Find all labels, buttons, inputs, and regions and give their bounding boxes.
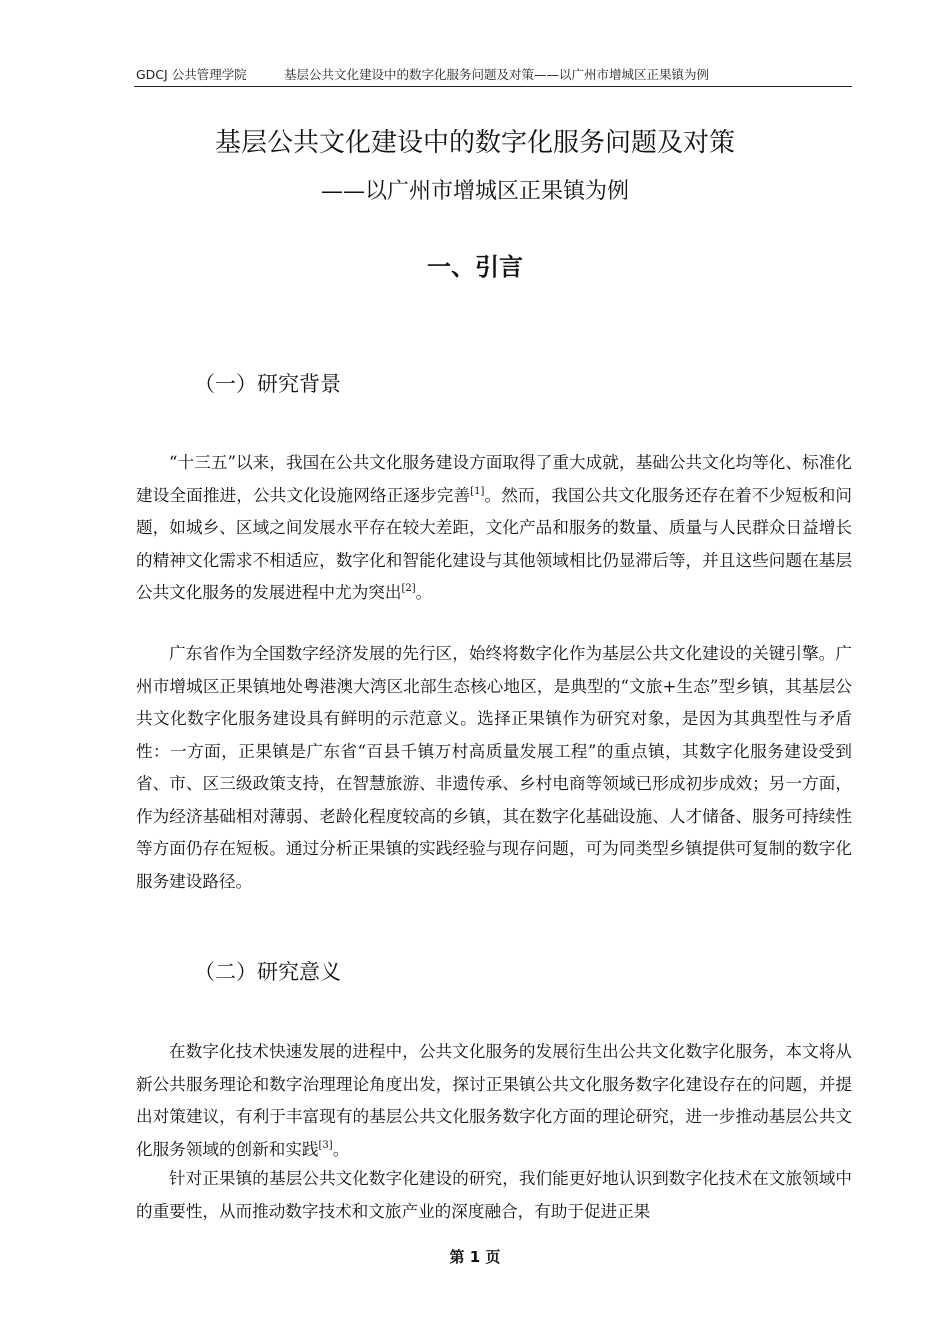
document-title: 基层公共文化建设中的数字化服务问题及对策: [214, 128, 735, 158]
header-running-title: 基层公共文化建设中的数字化服务问题及对策——以广州市增城区正果镇为例: [284, 67, 710, 82]
header-institution: GDCJ 公共管理学院: [136, 67, 247, 82]
chapter-heading: 一、引言: [427, 253, 523, 281]
section-heading-significance: （二）研究意义: [194, 960, 341, 984]
paragraph-text: 在数字化技术快速发展的进程中，公共文化服务的发展衍生出公共文化数字化服务，本文将从新公共服务理论和数字治理理论角度出发，探讨正果镇公共文化服务数字化建设存在的问题，并提出对策建议，有利于丰富现有的基层公共文化服务数字化方面的理论研究，进一步推动基层公共文化服务领域的创新和实践: [136, 1042, 852, 1159]
paragraph-background-2: 广东省作为全国数字经济发展的先行区，始终将数字化作为基层公共文化建设的关键引擎。广州市增城区正果镇地处粤港澳大湾区北部生态核心地区，是典型的“文旅+生态”型乡镇，其基层公共文化数字化服务建设具有鲜明的示范意义。选择正果镇作为研究对象，是因为其典型性与矛盾性：一方面，正果镇是广东省“百县千镇万村高质量发展工程”的重点镇，其数字化服务建设受到省、市、区三级政策支持，在智慧旅游、非遗传承、乡村电商等领域已形成初步成效；另一方面，作为经济基础相对薄弱、老龄化程度较高的乡镇，其在数字化基础设施、人才储备、服务可持续性等方面仍存在短板。通过分析正果镇的实践经验与现存问题，可为同类型乡镇提供可复制的数字化服务建设路径。: [136, 644, 852, 891]
paragraph-text: 。然而，我国公共文化服务还存在着不少短板和问题，如城乡、区域之间发展水平存在较大差距，文化产品和服务的数量、质量与人民群众日益增长的精神文化需求不相适应，数字化和智能化建设与其他领域相比仍显滞后等，并且这些问题在基层公共文化服务的发展进程中尤为突出: [136, 485, 852, 602]
paragraph-significance-1: [136, 1036, 852, 1166]
citation-marker: [3]: [318, 1139, 333, 1151]
document-subtitle: ——以广州市增城区正果镇为例: [320, 179, 629, 204]
citation-marker: [2]: [401, 583, 416, 594]
running-header: [134, 66, 852, 87]
citation-marker: [1]: [470, 485, 485, 497]
paragraph-text: 。: [332, 1139, 350, 1159]
paragraph-text: 。: [415, 583, 433, 602]
paragraph-text: “十三五”以来，我国在公共文化服务建设方面取得了重大成就，基础公共文化均等化、标准化建设全面推进，公共文化设施网络正逐步完善: [136, 453, 852, 505]
paragraph-background-1: [136, 447, 852, 610]
page-number: 第 1 页: [449, 1248, 501, 1266]
section-heading-background: （一）研究背景: [194, 372, 341, 396]
paragraph-significance-2: 针对正果镇的基层公共文化数字化建设的研究，我们能更好地认识到数字化技术在文旅领域中的重要性，从而推动数字技术和文旅产业的深度融合，有助于促进正果: [136, 1169, 852, 1221]
